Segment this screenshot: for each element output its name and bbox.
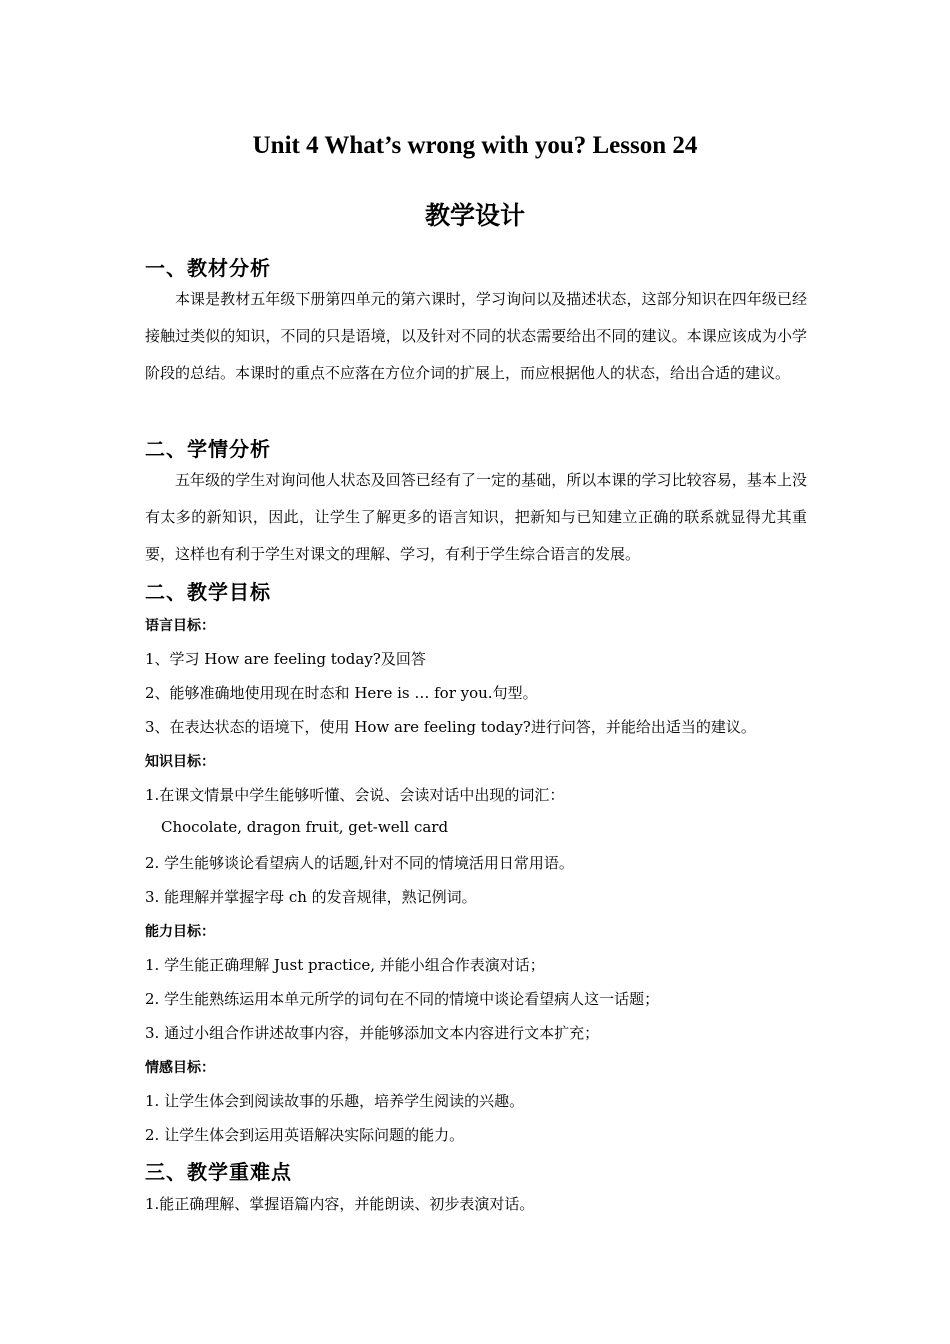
- knowledge-goal-item: 1.在课文情景中学生能够听懂、会说、会读对话中出现的词汇：: [145, 786, 565, 804]
- knowledge-vocabulary-line: Chocolate, dragon fruit, get-well card: [161, 818, 449, 836]
- textbook-analysis-paragraph: 本课是教材五年级下册第四单元的第六课时，学习询问以及描述状态，这部分知识在四年级已经接触过类似的知识，不同的只是语境，以及针对不同的状态需要给出不同的建议。本课应该成为小学阶段的总结。本课时的重点不应落在方位介词的扩展上，而应根据他人的状态，给出合适的建议。: [145, 290, 807, 382]
- document-subtitle: 教学设计: [424, 201, 525, 230]
- student-analysis-paragraph: 五年级的学生对询问他人状态及回答已经有了一定的基础，所以本课的学习比较容易，基本上没有太多的新知识，因此，让学生了解更多的语言知识，把新知与已知建立正确的联系就显得尤其重要，这样也有利于学生对课文的理解、学习，有利于学生综合语言的发展。: [145, 471, 807, 563]
- language-goal-item: 2、能够准确地使用现在时态和 Here is … for you.句型。: [145, 684, 538, 702]
- language-goals-label: 语言目标：: [145, 618, 215, 634]
- document-title: Unit 4 What’s wrong with you? Lesson 24: [252, 132, 698, 159]
- knowledge-goals-label: 知识目标：: [145, 754, 215, 770]
- section-heading-textbook-analysis: 一、教材分析: [145, 256, 271, 280]
- key-difficulty-item: 1.能正确理解、掌握语篇内容，并能朗读、初步表演对话。: [145, 1195, 535, 1213]
- language-goal-item: 1、学习 How are feeling today?及回答: [145, 650, 426, 668]
- ability-goal-item: 1. 学生能正确理解 Just practice, 并能小组合作表演对话；: [145, 956, 545, 974]
- knowledge-goal-item: 3. 能理解并掌握字母 ch 的发音规律，熟记例词。: [145, 888, 477, 906]
- language-goal-item: 3、在表达状态的语境下，使用 How are feeling today?进行问答，并能给出适当的建议。: [145, 718, 756, 736]
- emotion-goal-item: 1. 让学生体会到阅读故事的乐趣，培养学生阅读的兴趣。: [145, 1092, 525, 1110]
- knowledge-goal-item: 2. 学生能够谈论看望病人的话题,针对不同的情境活用日常用语。: [145, 854, 574, 872]
- ability-goal-item: 3. 通过小组合作讲述故事内容，并能够添加文本内容进行文本扩充；: [145, 1024, 600, 1042]
- ability-goal-item: 2. 学生能熟练运用本单元所学的词句在不同的情境中谈论看望病人这一话题；: [145, 990, 660, 1008]
- section-heading-student-analysis: 二、学情分析: [145, 437, 271, 461]
- section-heading-teaching-goals: 二、教学目标: [145, 580, 271, 604]
- emotion-goals-label: 情感目标：: [145, 1060, 215, 1076]
- emotion-goal-item: 2. 让学生体会到运用英语解决实际问题的能力。: [145, 1126, 465, 1144]
- ability-goals-label: 能力目标：: [145, 924, 215, 940]
- section-heading-key-difficulties: 三、教学重难点: [145, 1160, 292, 1184]
